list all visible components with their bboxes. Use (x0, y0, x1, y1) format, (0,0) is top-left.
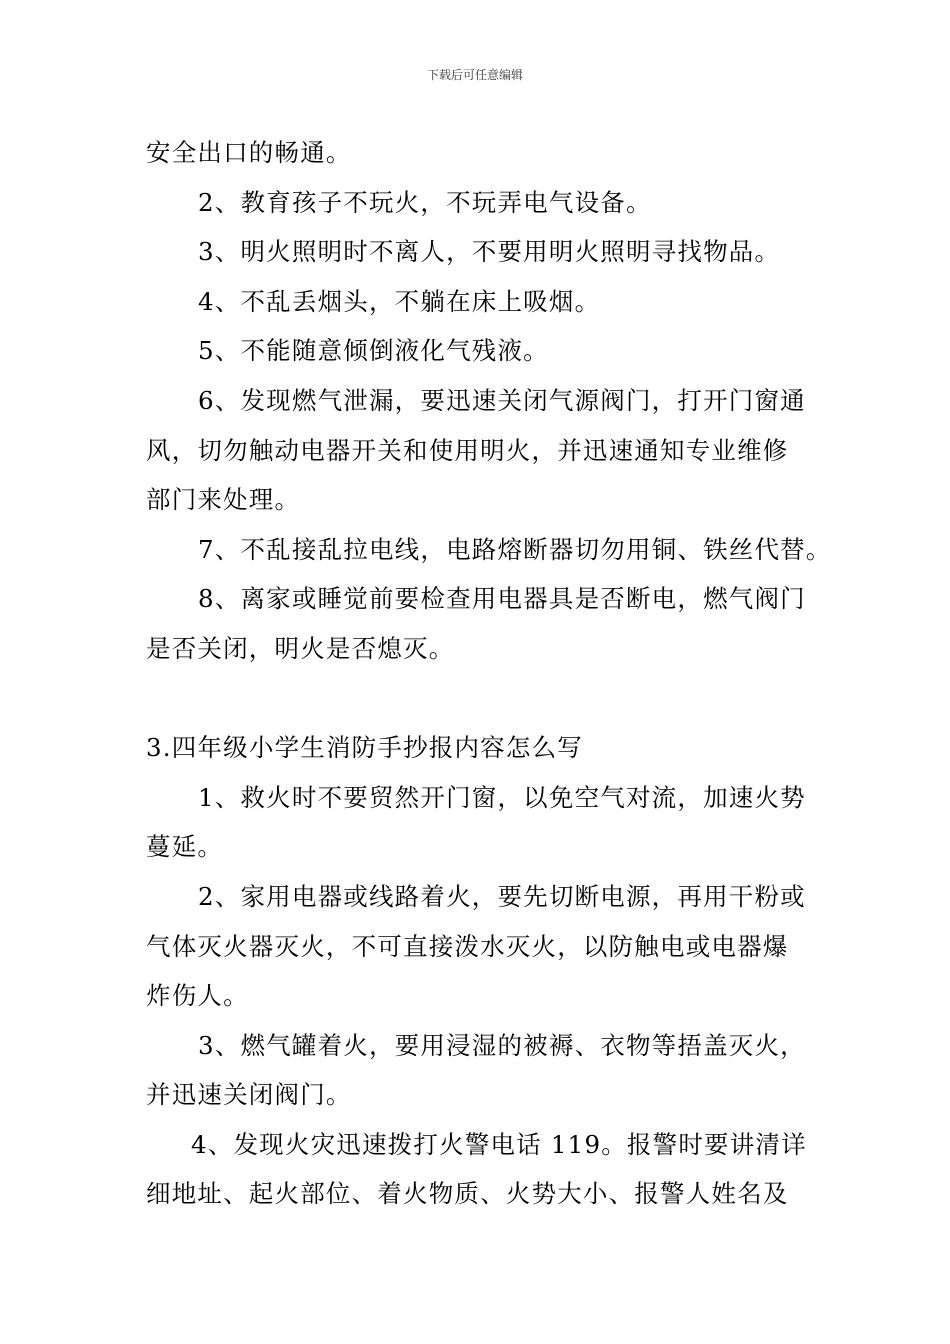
text-line: 细地址、起火部位、着火物质、火势大小、报警人姓名及 (146, 1179, 789, 1209)
list-item: 2、家用电器或线路着火，要先切断电源，再用干粉或 (198, 881, 806, 911)
list-item: 8、离家或睡觉前要检查用电器具是否断电，燃气阀门 (198, 584, 806, 614)
text-line: 风，切勿触动电器开关和使用明火，并迅速通知专业维修 (146, 435, 789, 465)
paragraph-gap (146, 674, 816, 724)
text-line: 并迅速关闭阀门。 (146, 1080, 352, 1110)
list-item: 2、教育孩子不玩火，不玩弄电气设备。 (198, 187, 652, 217)
section-heading: 3.四年级小学生消防手抄报内容怎么写 (146, 733, 583, 763)
list-item: 6、发现燃气泄漏，要迅速关闭气源阀门，打开门窗通 (198, 385, 806, 415)
text-line: 是否关闭，明火是否熄灭。 (146, 633, 455, 663)
list-item: 5、不能随意倾倒液化气残液。 (198, 336, 549, 366)
list-item: 3、明火照明时不离人，不要用明火照明寻找物品。 (198, 237, 781, 267)
list-item: 1、救火时不要贸然开门窗，以免空气对流，加速火势 (198, 782, 806, 812)
page-header: 下载后可任意编辑 (426, 68, 523, 82)
list-item: 4、不乱丢烟头，不躺在床上吸烟。 (198, 286, 601, 316)
text-line: 气体灭火器灭火，不可直接泼水灭火，以防触电或电器爆 (146, 931, 789, 961)
list-item: 4、发现火灾迅速拨打火警电话 119。报警时要讲清详 (191, 1129, 807, 1159)
text-line: 安全出口的畅通。 (146, 138, 352, 167)
text-line: 部门来处理。 (146, 485, 301, 515)
text-line: 蔓延。 (146, 832, 224, 862)
list-item: 3、燃气罐着火，要用浸湿的被褥、衣物等捂盖灭火， (198, 1030, 806, 1060)
text-line: 炸伤人。 (146, 981, 249, 1011)
document-body (146, 128, 832, 1219)
list-item: 7、不乱接乱拉电线，电路熔断器切勿用铜、铁丝代替。 (198, 534, 832, 564)
